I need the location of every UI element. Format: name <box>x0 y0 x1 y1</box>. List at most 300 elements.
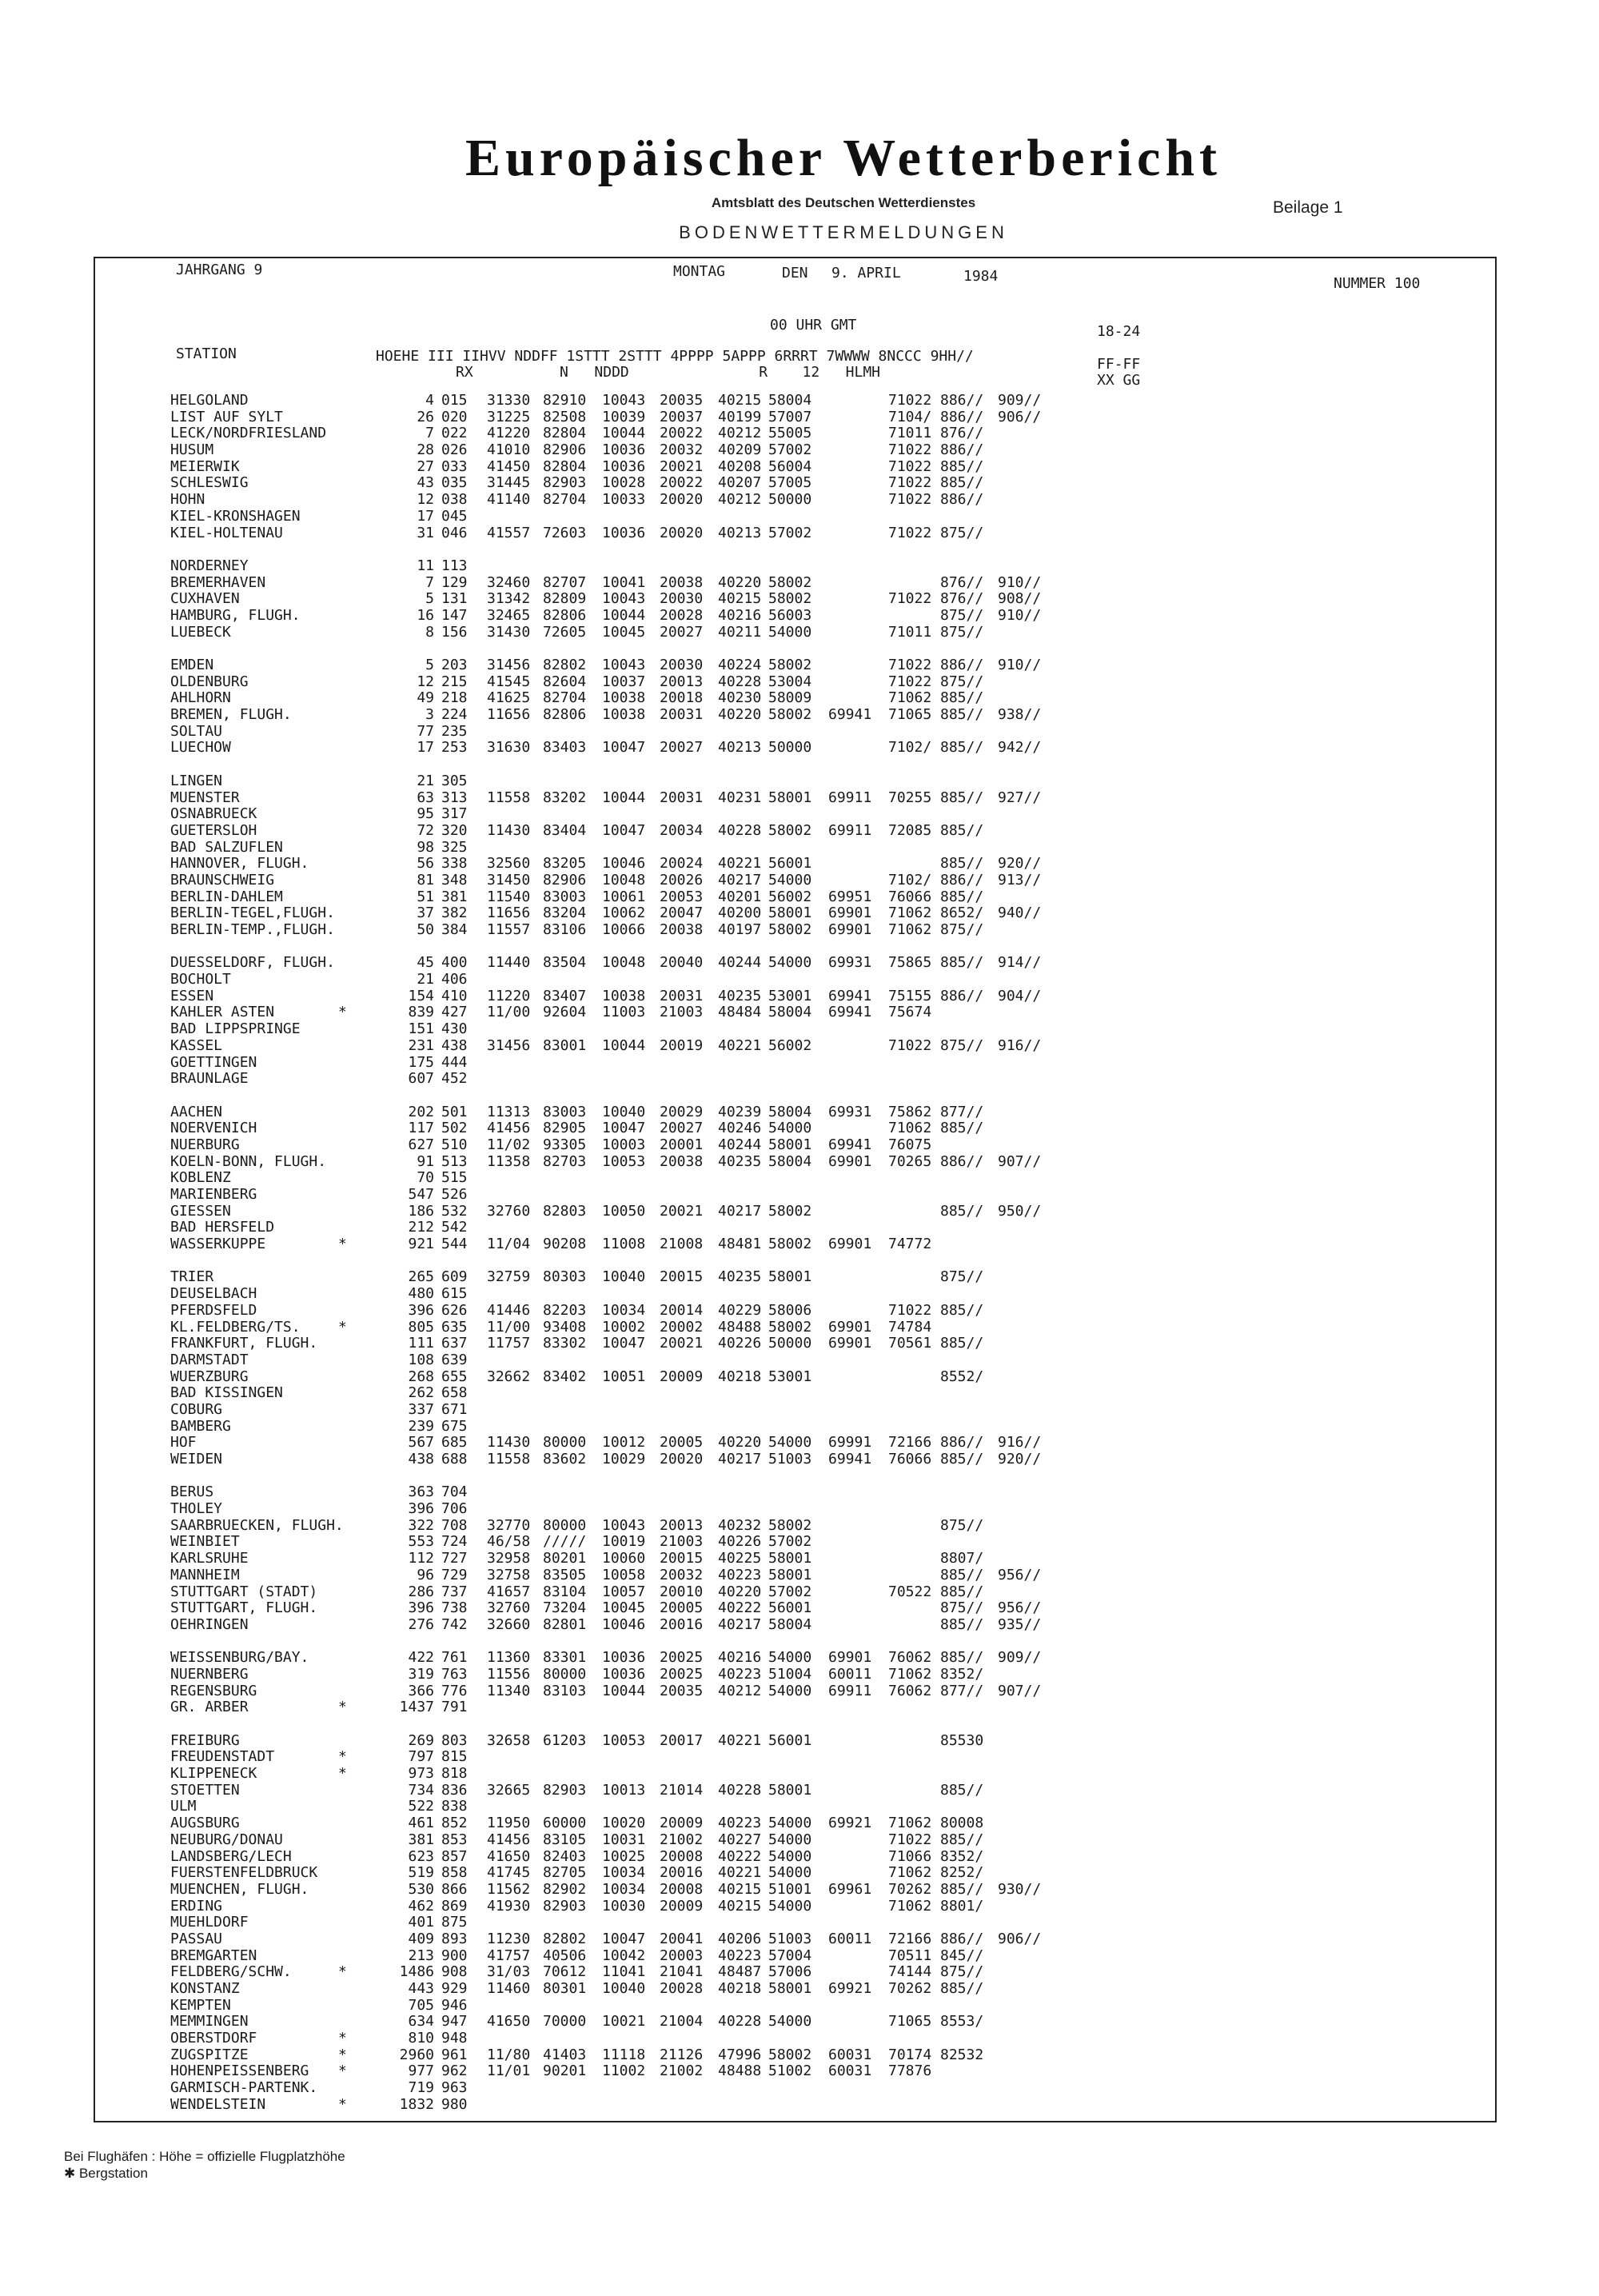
group-iihvv: 11358 <box>487 1152 531 1170</box>
group-5appp: 54000 <box>768 871 812 888</box>
group-2sttt: 20031 <box>660 789 704 806</box>
station-number: 015 <box>441 392 468 409</box>
group-nddff: 83504 <box>543 954 587 972</box>
issue-date: 9. APRIL <box>831 265 901 282</box>
group-2sttt: 21008 <box>660 1236 704 1253</box>
group-8nccc: 8552/ <box>940 1368 984 1385</box>
group-7wwww: 7102/ <box>888 739 932 757</box>
station-name: WENDELSTEIN <box>170 2095 266 2113</box>
group-4pppp: 40220 <box>718 706 762 724</box>
observation-time: 00 UHR GMT <box>770 317 857 333</box>
group-2sttt: 21002 <box>660 1831 704 1848</box>
group-7wwww: 70561 <box>888 1335 932 1352</box>
group-7wwww: 71066 <box>888 1847 932 1865</box>
station-height: 269 <box>408 1731 434 1749</box>
group-1sttt: 10044 <box>602 606 646 624</box>
group-5appp: 50000 <box>768 739 812 757</box>
group-5appp: 51002 <box>768 2062 812 2080</box>
group-nddff: 82801 <box>543 1615 587 1633</box>
group-7wwww: 70255 <box>888 789 932 806</box>
group-nddff: 82802 <box>543 1930 587 1947</box>
group-8nccc: 876// <box>940 573 984 591</box>
group-7wwww: 76066 <box>888 888 932 905</box>
station-height: 1486 <box>399 1963 434 1981</box>
station-height: 28 <box>417 441 434 459</box>
group-1sttt: 10044 <box>602 425 646 442</box>
station-name: HOF <box>170 1434 197 1451</box>
station-height: 108 <box>408 1351 434 1368</box>
station-name: BAD SALZUFLEN <box>170 838 283 856</box>
group-nddff: 82910 <box>543 392 587 409</box>
station-name: BERUS <box>170 1483 214 1501</box>
group-1sttt: 10019 <box>602 1533 646 1551</box>
group-5appp: 54000 <box>768 2013 812 2030</box>
station-number: 866 <box>441 1880 468 1898</box>
station-name: LUEBECK <box>170 623 231 641</box>
group-7wwww: 71022 <box>888 657 932 673</box>
group-8nccc: 885// <box>940 1451 984 1467</box>
group-2sttt: 20021 <box>660 1202 704 1220</box>
group-8nccc: 885// <box>940 1880 984 1898</box>
group-5appp: 58001 <box>768 789 812 806</box>
group-7wwww: 74772 <box>888 1236 932 1253</box>
group-8nccc: 885// <box>940 1781 984 1799</box>
group-7wwww: 71062 <box>888 921 932 938</box>
group-7wwww: 71022 <box>888 1831 932 1848</box>
station-name: LECK/NORDFRIESLAND <box>170 425 327 442</box>
group-iihvv: 11340 <box>487 1682 531 1699</box>
group-nddff: 83205 <box>543 855 587 872</box>
group-2sttt: 20009 <box>660 1897 704 1915</box>
group-8nccc: 885// <box>940 1566 984 1583</box>
publication-subtitle: Amtsblatt des Deutschen Wetterdienstes <box>711 195 976 210</box>
group-1sttt: 10034 <box>602 1880 646 1898</box>
group-2sttt: 20022 <box>660 474 704 492</box>
group-4pppp: 48481 <box>718 1236 762 1253</box>
group-iihvv: 32759 <box>487 1268 531 1286</box>
group-2sttt: 20024 <box>660 855 704 872</box>
group-5appp: 58002 <box>768 590 812 608</box>
station-height: 1832 <box>399 2095 434 2113</box>
group-2sttt: 20017 <box>660 1731 704 1749</box>
station-height: 462 <box>408 1897 434 1915</box>
station-height: 117 <box>408 1120 434 1137</box>
station-number: 026 <box>441 441 468 459</box>
station-number: 763 <box>441 1665 468 1683</box>
group-7wwww: 71062 <box>888 904 932 922</box>
group-nddff: 92604 <box>543 1004 587 1021</box>
group-iihvv: 32662 <box>487 1368 531 1385</box>
group-1sttt: 10038 <box>602 689 646 707</box>
group-nddff: 72603 <box>543 524 587 541</box>
group-5appp: 54000 <box>768 1831 812 1848</box>
group-iihvv: 41450 <box>487 457 531 475</box>
group-4pppp: 40235 <box>718 987 762 1004</box>
group-4pppp: 48487 <box>718 1963 762 1981</box>
station-name: WEINBIET <box>170 1533 240 1551</box>
station-name: KL.FELDBERG/TS. <box>170 1318 301 1336</box>
group-5appp: 58002 <box>768 657 812 673</box>
group-8nccc: 875// <box>940 1963 984 1981</box>
group-7wwww: 71022 <box>888 1036 932 1054</box>
station-height: 627 <box>408 1136 434 1153</box>
group-4pppp: 40232 <box>718 1516 762 1534</box>
station-height: 49 <box>417 689 434 707</box>
group-2sttt: 20047 <box>660 904 704 922</box>
group-4pppp: 40224 <box>718 657 762 673</box>
group-2sttt: 20008 <box>660 1880 704 1898</box>
group-nddff: 82704 <box>543 491 587 509</box>
station-number: 635 <box>441 1318 468 1336</box>
group-iihvv: 32560 <box>487 855 531 872</box>
group-2sttt: 20002 <box>660 1318 704 1336</box>
group-1sttt: 10013 <box>602 1781 646 1799</box>
group-6rrrt: 69931 <box>828 1103 872 1120</box>
station-number: 147 <box>441 606 468 624</box>
station-height: 1437 <box>399 1699 434 1716</box>
group-iihvv: 11230 <box>487 1930 531 1947</box>
group-nddff: 60000 <box>543 1815 587 1832</box>
group-4pppp: 40228 <box>718 673 762 690</box>
group-2sttt: 20041 <box>660 1930 704 1947</box>
group-4pppp: 40226 <box>718 1533 762 1551</box>
group-7wwww: 75862 <box>888 1103 932 1120</box>
group-8nccc: 875// <box>940 1036 984 1054</box>
station-name: OBERSTDORF <box>170 2030 257 2047</box>
group-8nccc: 8352/ <box>940 1847 984 1865</box>
group-7wwww: 72085 <box>888 821 932 839</box>
group-nddff: 82903 <box>543 474 587 492</box>
group-4pppp: 40244 <box>718 954 762 972</box>
group-nddff: 83505 <box>543 1566 587 1583</box>
group-8nccc: 885// <box>940 1120 984 1137</box>
station-name: HANNOVER, FLUGH. <box>170 855 309 872</box>
station-height: 231 <box>408 1036 434 1054</box>
group-nddff: 82604 <box>543 673 587 690</box>
station-height: 719 <box>408 2079 434 2097</box>
station-name: BREMERHAVEN <box>170 573 266 591</box>
station-number: 838 <box>441 1798 468 1815</box>
station-name: GIESSEN <box>170 1202 231 1220</box>
group-nddff: 82906 <box>543 871 587 888</box>
group-nddff: 61203 <box>543 1731 587 1749</box>
group-1sttt: 10050 <box>602 1202 646 1220</box>
group-nddff: 80201 <box>543 1550 587 1567</box>
group-2sttt: 20026 <box>660 871 704 888</box>
group-7wwww: 71062 <box>888 689 932 707</box>
group-5appp: 57002 <box>768 1583 812 1600</box>
station-name: GOETTINGEN <box>170 1053 257 1071</box>
group-nddff: 82806 <box>543 606 587 624</box>
mountain-marker: * <box>338 1748 347 1766</box>
station-number: 338 <box>441 855 468 872</box>
station-number: 791 <box>441 1699 468 1716</box>
footnotes <box>64 2148 345 2182</box>
group-nddff: 82903 <box>543 1897 587 1915</box>
group-5appp: 57002 <box>768 524 812 541</box>
station-number: 427 <box>441 1004 468 1021</box>
group-4pppp: 40212 <box>718 425 762 442</box>
station-height: 623 <box>408 1847 434 1865</box>
group-6rrrt: 69931 <box>828 954 872 972</box>
mountain-marker: * <box>338 2046 347 2063</box>
group-1sttt: 10034 <box>602 1301 646 1319</box>
station-name: DUESSELDORF, FLUGH. <box>170 954 335 972</box>
group-8nccc: 886// <box>940 408 984 425</box>
group-8nccc: 875// <box>940 1599 984 1617</box>
group-8nccc: 886// <box>940 441 984 459</box>
station-height: 262 <box>408 1384 434 1402</box>
station-number: 609 <box>441 1268 468 1286</box>
station-height: 7 <box>425 425 434 442</box>
station-number: 113 <box>441 557 468 574</box>
station-number: 406 <box>441 971 468 988</box>
group-2sttt: 20035 <box>660 1682 704 1699</box>
station-name: BERLIN-TEMP.,FLUGH. <box>170 921 335 938</box>
group-1sttt: 10036 <box>602 1649 646 1667</box>
station-name: KEMPTEN <box>170 1996 231 2014</box>
station-name: STUTTGART (STADT) <box>170 1583 318 1600</box>
group-nddff: 82905 <box>543 1120 587 1137</box>
group-7wwww: 74144 <box>888 1963 932 1981</box>
station-height: 63 <box>417 789 434 806</box>
station-number: 980 <box>441 2095 468 2113</box>
group-6rrrt: 69941 <box>828 1004 872 1021</box>
station-number: 908 <box>441 1963 468 1981</box>
station-number: 853 <box>441 1831 468 1848</box>
group-6rrrt: 69901 <box>828 1335 872 1352</box>
group-2sttt: 20005 <box>660 1434 704 1451</box>
station-number: 852 <box>441 1815 468 1832</box>
group-8nccc: 885// <box>940 1301 984 1319</box>
group-5appp: 58006 <box>768 1301 812 1319</box>
group-9hh: 916// <box>998 1036 1042 1054</box>
station-number: 129 <box>441 573 468 591</box>
station-number: 724 <box>441 1533 468 1551</box>
station-name: MUENCHEN, FLUGH. <box>170 1880 309 1898</box>
group-5appp: 58002 <box>768 1516 812 1534</box>
group-7wwww: 71062 <box>888 1120 932 1137</box>
group-nddff: 82906 <box>543 441 587 459</box>
group-2sttt: 21014 <box>660 1781 704 1799</box>
station-name: SAARBRUECKEN, FLUGH. <box>170 1516 344 1534</box>
station-height: 519 <box>408 1864 434 1882</box>
mountain-marker: * <box>338 1318 347 1336</box>
station-name: BAD KISSINGEN <box>170 1384 283 1402</box>
group-2sttt: 20018 <box>660 689 704 707</box>
group-iihvv: 32660 <box>487 1615 531 1633</box>
group-nddff: 82902 <box>543 1880 587 1898</box>
station-name: OLDENBURG <box>170 673 249 690</box>
group-nddff: 90208 <box>543 1236 587 1253</box>
station-name: FELDBERG/SCHW. <box>170 1963 292 1981</box>
group-4pppp: 40227 <box>718 1831 762 1848</box>
station-number: 400 <box>441 954 468 972</box>
station-height: 81 <box>417 871 434 888</box>
station-name: KOBLENZ <box>170 1169 231 1187</box>
group-iihvv: 41650 <box>487 2013 531 2030</box>
supplement-label: Beilage 1 <box>1273 198 1343 217</box>
station-height: 21 <box>417 772 434 789</box>
group-iihvv: 46/58 <box>487 1533 531 1551</box>
station-height: 396 <box>408 1500 434 1518</box>
station-height: 396 <box>408 1599 434 1617</box>
group-1sttt: 10043 <box>602 1516 646 1534</box>
group-2sttt: 21003 <box>660 1004 704 1021</box>
code-columns-header: HOEHE III IIHVV NDDFF 1STTT 2STTT 4PPPP 5APPP 6RRRT 7WWWW 8NCCC 9HH// <box>376 348 974 365</box>
group-1sttt: 10040 <box>602 1980 646 1997</box>
group-5appp: 58004 <box>768 392 812 409</box>
group-8nccc: 885// <box>940 821 984 839</box>
station-name: MEIERWIK <box>170 457 240 475</box>
group-8nccc: 875// <box>940 673 984 690</box>
group-8nccc: 886// <box>940 491 984 509</box>
station-name: BAD HERSFELD <box>170 1219 275 1236</box>
station-name: BAD LIPPSPRINGE <box>170 1020 301 1038</box>
group-nddff: 82806 <box>543 706 587 724</box>
station-height: 51 <box>417 888 434 905</box>
group-nddff: 83204 <box>543 904 587 922</box>
group-4pppp: 40215 <box>718 590 762 608</box>
group-2sttt: 20009 <box>660 1815 704 1832</box>
group-iihvv: 32760 <box>487 1202 531 1220</box>
station-name: NUERNBERG <box>170 1665 249 1683</box>
group-8nccc: 82532 <box>940 2046 984 2063</box>
group-7wwww: 75155 <box>888 987 932 1004</box>
group-9hh: 950// <box>998 1202 1042 1220</box>
group-5appp: 56004 <box>768 457 812 475</box>
station-name: KONSTANZ <box>170 1980 240 1997</box>
group-1sttt: 10038 <box>602 987 646 1004</box>
group-2sttt: 20032 <box>660 1566 704 1583</box>
group-1sttt: 10034 <box>602 1864 646 1882</box>
group-5appp: 58001 <box>768 1136 812 1153</box>
station-name: AACHEN <box>170 1103 223 1120</box>
group-5appp: 54000 <box>768 1897 812 1915</box>
group-iihvv: 31450 <box>487 871 531 888</box>
group-6rrrt: 69991 <box>828 1434 872 1451</box>
station-number: 963 <box>441 2079 468 2097</box>
station-height: 95 <box>417 805 434 823</box>
group-5appp: 54000 <box>768 623 812 641</box>
mountain-marker: * <box>338 1699 347 1716</box>
group-4pppp: 40222 <box>718 1599 762 1617</box>
station-number: 320 <box>441 821 468 839</box>
station-height: 91 <box>417 1152 434 1170</box>
group-iihvv: 41456 <box>487 1120 531 1137</box>
station-name: BRAUNSCHWEIG <box>170 871 275 888</box>
station-height: 547 <box>408 1186 434 1203</box>
group-5appp: 53004 <box>768 673 812 690</box>
group-4pppp: 40211 <box>718 623 762 641</box>
group-2sttt: 20020 <box>660 491 704 509</box>
group-nddff: 82804 <box>543 425 587 442</box>
group-8nccc: 877// <box>940 1682 984 1699</box>
group-2sttt: 20005 <box>660 1599 704 1617</box>
station-name: REGENSBURG <box>170 1682 257 1699</box>
group-nddff: 83302 <box>543 1335 587 1352</box>
station-number: 513 <box>441 1152 468 1170</box>
station-height: 443 <box>408 1980 434 1997</box>
station-height: 17 <box>417 507 434 525</box>
station-number: 948 <box>441 2030 468 2047</box>
group-9hh: 910// <box>998 573 1042 591</box>
station-height: 734 <box>408 1781 434 1799</box>
group-4pppp: 40226 <box>718 1335 762 1352</box>
group-2sttt: 20027 <box>660 739 704 757</box>
group-5appp: 58002 <box>768 921 812 938</box>
group-5appp: 58004 <box>768 1103 812 1120</box>
station-name: COBURG <box>170 1400 223 1418</box>
station-name: WEIDEN <box>170 1451 223 1467</box>
station-number: 348 <box>441 871 468 888</box>
station-height: 921 <box>408 1236 434 1253</box>
group-1sttt: 10047 <box>602 739 646 757</box>
group-5appp: 56001 <box>768 1731 812 1749</box>
station-name: HUSUM <box>170 441 214 459</box>
group-1sttt: 10002 <box>602 1318 646 1336</box>
group-1sttt: 10041 <box>602 573 646 591</box>
station-height: 26 <box>417 408 434 425</box>
group-nddff: 90201 <box>543 2062 587 2080</box>
group-4pppp: 40221 <box>718 1036 762 1054</box>
group-8nccc: 85530 <box>940 1731 984 1749</box>
group-iihvv: 11558 <box>487 1451 531 1467</box>
station-height: 337 <box>408 1400 434 1418</box>
station-height: 37 <box>417 904 434 922</box>
group-7wwww: 7102/ <box>888 871 932 888</box>
group-iihvv: 11/04 <box>487 1236 531 1253</box>
station-height: 111 <box>408 1335 434 1352</box>
group-iihvv: 32465 <box>487 606 531 624</box>
station-name: OEHRINGEN <box>170 1615 249 1633</box>
group-7wwww: 71022 <box>888 673 932 690</box>
group-4pppp: 40221 <box>718 1731 762 1749</box>
group-7wwww: 70262 <box>888 1980 932 1997</box>
station-name: ZUGSPITZE <box>170 2046 249 2063</box>
group-6rrrt: 69951 <box>828 888 872 905</box>
station-number: 038 <box>441 491 468 509</box>
group-4pppp: 40229 <box>718 1301 762 1319</box>
group-5appp: 53001 <box>768 1368 812 1385</box>
group-8nccc: 886// <box>940 1434 984 1451</box>
group-7wwww: 71062 <box>888 1864 932 1882</box>
group-8nccc: 8807/ <box>940 1550 984 1567</box>
station-number: 452 <box>441 1070 468 1088</box>
group-2sttt: 20053 <box>660 888 704 905</box>
group-1sttt: 10037 <box>602 673 646 690</box>
station-number: 729 <box>441 1566 468 1583</box>
station-name: KASSEL <box>170 1036 223 1054</box>
station-height: 70 <box>417 1169 434 1187</box>
station-height: 973 <box>408 1765 434 1783</box>
group-iihvv: 31225 <box>487 408 531 425</box>
group-2sttt: 20025 <box>660 1649 704 1667</box>
group-8nccc: 8553/ <box>940 2013 984 2030</box>
group-nddff: 82403 <box>543 1847 587 1865</box>
group-nddff: 82707 <box>543 573 587 591</box>
group-2sttt: 20031 <box>660 987 704 1004</box>
station-number: 962 <box>441 2062 468 2080</box>
group-8nccc: 875// <box>940 1516 984 1534</box>
group-2sttt: 21004 <box>660 2013 704 2030</box>
group-1sttt: 10060 <box>602 1550 646 1567</box>
group-4pppp: 40225 <box>718 1550 762 1567</box>
group-2sttt: 20003 <box>660 1947 704 1964</box>
group-5appp: 54000 <box>768 1847 812 1865</box>
group-9hh: 908// <box>998 590 1042 608</box>
group-8nccc: 885// <box>940 1615 984 1633</box>
